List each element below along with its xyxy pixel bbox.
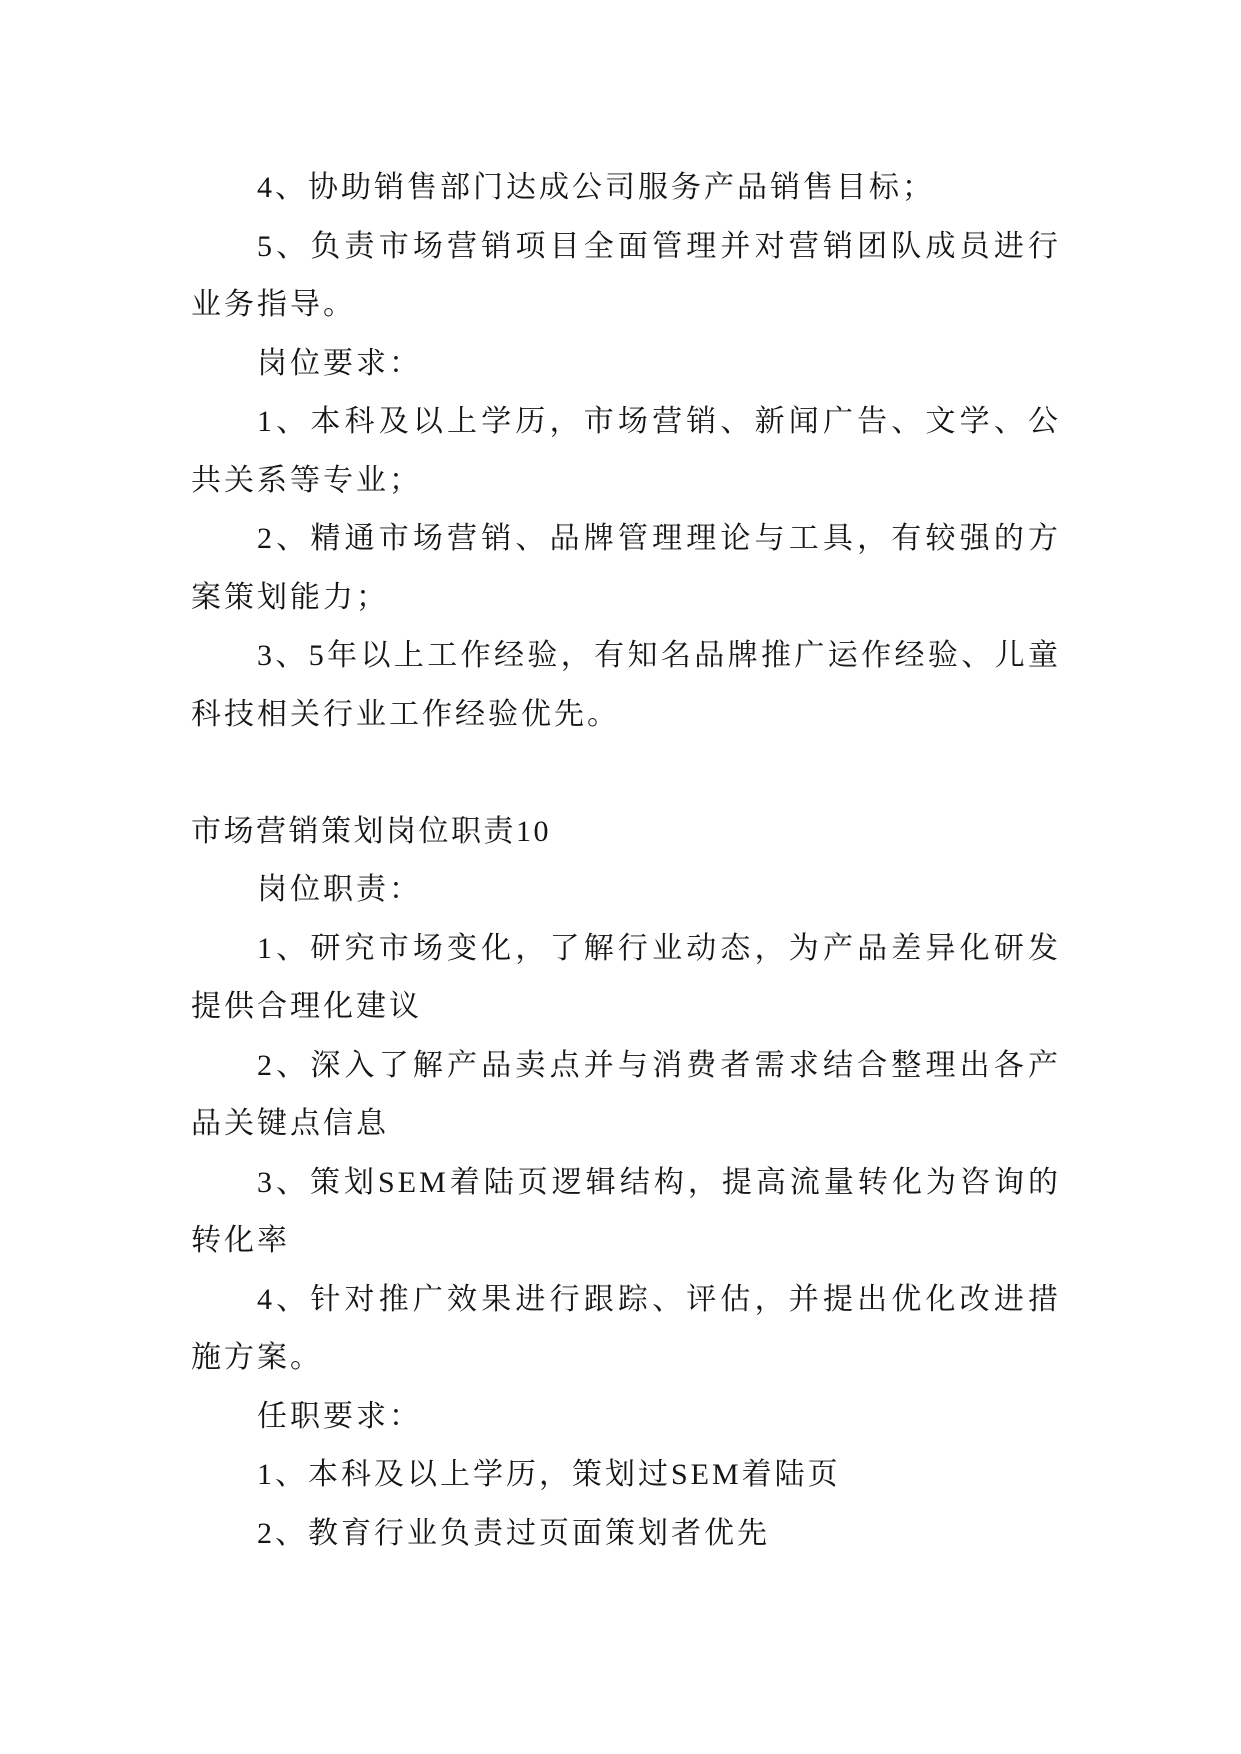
requirement-item: 1、本科及以上学历，策划过SEM着陆页 xyxy=(257,1458,841,1491)
previous-requirements-heading: 岗位要求： xyxy=(257,346,422,380)
requirement-item: 2、教育行业负责过页面策划者优先 xyxy=(257,1516,770,1550)
previous-duty-item: 5、负责市场营销项目全面管理并对营销团队成员进行业务指导。 xyxy=(191,229,1061,321)
previous-duty-item: 4、协助销售部门达成公司服务产品销售目标； xyxy=(257,171,935,204)
previous-requirement-item: 3、5年以上工作经验，有知名品牌推广运作经验、儿童科技相关行业工作经验优先。 xyxy=(191,639,1061,731)
duty-item: 2、深入了解产品卖点并与消费者需求结合整理出各产品关键点信息 xyxy=(191,1048,1061,1140)
duty-item: 3、策划SEM着陆页逻辑结构，提高流量转化为咨询的转化率 xyxy=(191,1165,1061,1257)
duties-heading: 岗位职责： xyxy=(257,873,422,906)
previous-requirement-item: 2、精通市场营销、品牌管理理论与工具，有较强的方案策划能力； xyxy=(191,522,1061,614)
duty-item: 4、针对推广效果进行跟踪、评估，并提出优化改进措施方案。 xyxy=(191,1282,1061,1374)
previous-requirement-item: 1、本科及以上学历，市场营销、新闻广告、文学、公共关系等专业； xyxy=(191,405,1061,497)
document-body xyxy=(191,159,1061,1563)
duty-item: 1、研究市场变化，了解行业动态，为产品差异化研发提供合理化建议 xyxy=(191,931,1061,1023)
section-title: 市场营销策划岗位职责10 xyxy=(191,814,551,848)
requirements-heading: 任职要求： xyxy=(257,1399,422,1433)
